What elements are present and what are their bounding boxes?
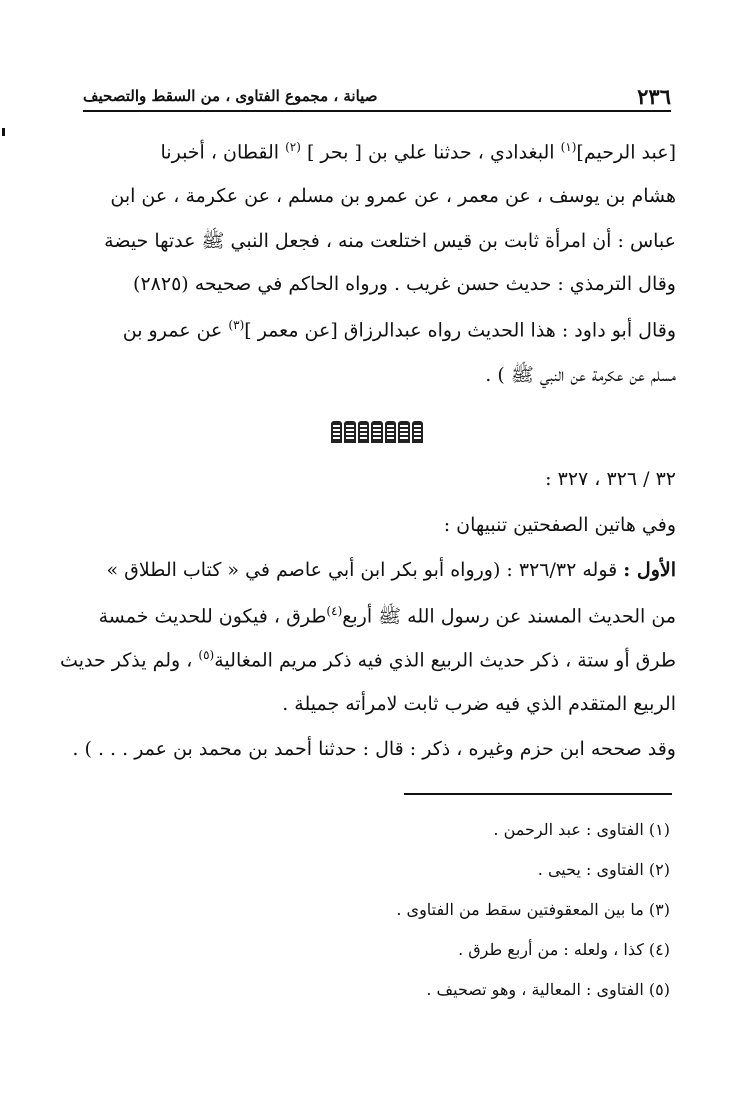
text-line: الأول : قوله ٣٢٦/٣٢ : (ورواه أبو بكر ابن أبي عاصم في « كتاب الطلاق » [106, 559, 676, 581]
text-line: الربيع المتقدم الذي فيه ضرب ثابت لامرأته جميلة . [282, 693, 676, 715]
first-note-label: الأول : [623, 559, 676, 581]
footnote: (٢) الفتاوى : يحيى . [537, 860, 670, 879]
section-divider-ornament [331, 421, 423, 443]
text-line: وقد صححه ابن حزم وغيره ، ذكر : قال : حدثنا أحمد بن محمد بن عمر . . . ) . [72, 738, 676, 760]
text-line: عباس : أن امرأة ثابت بن قيس اختلعت منه ، فجعل النبي ﷺ عدتها حيضة [104, 230, 676, 252]
footnote: (٥) الفتاوى : المعالية ، وهو تصحيف . [426, 980, 670, 999]
text-line: مسلم عن عكرمة عن النبي ﷺ ) . [485, 364, 676, 386]
text-line: وقال أبو داود : هذا الحديث رواه عبدالرزاق [عن معمر ]$^{(٣)}$ عن عمرو بن [122, 318, 676, 342]
section-reference: ٣٢ / ٣٢٦ ، ٣٢٧ : [545, 468, 676, 490]
footnote: (١) الفتاوى : عبد الرحمن . [493, 820, 670, 839]
scan-edge-mark [2, 128, 5, 136]
page-number: ٢٣٦ [637, 84, 671, 109]
footnote-separator [404, 793, 672, 795]
text-line: هشام بن يوسف ، عن معمر ، عن عمرو بن مسلم ، عن عكرمة ، عن ابن [110, 185, 676, 207]
running-title: صيانة ، مجموع الفتاوى ، من السقط والتصحيف [83, 87, 378, 105]
page-header [83, 84, 671, 112]
text-line: وفي هاتين الصفحتين تنبيهان : [443, 514, 676, 536]
text-line: وقال الترمذي : حديث حسن غريب . ورواه الحاكم في صحيحه (٢٨٢٥) [133, 273, 676, 295]
text-line: [عبد الرحيم]$^{(١)}$ البغدادي ، حدثنا علي بن [ بحر ] $^{(٢)}$ القطان ، أخبرنا [160, 140, 676, 164]
text-line: طرق أو ستة ، ذكر حديث الربيع الذي فيه ذكر مريم المغالية$^{(٥)}$ ، ولم يذكر حديث [60, 648, 676, 672]
text-line: من الحديث المسند عن رسول الله ﷺ أربع$^{(٤)}$طرق ، فيكون للحديث خمسة [98, 604, 676, 628]
footnote: (٤) كذا ، ولعله : من أربع طرق . [458, 940, 670, 959]
footnote: (٣) ما بين المعقوفتين سقط من الفتاوى . [396, 900, 670, 919]
